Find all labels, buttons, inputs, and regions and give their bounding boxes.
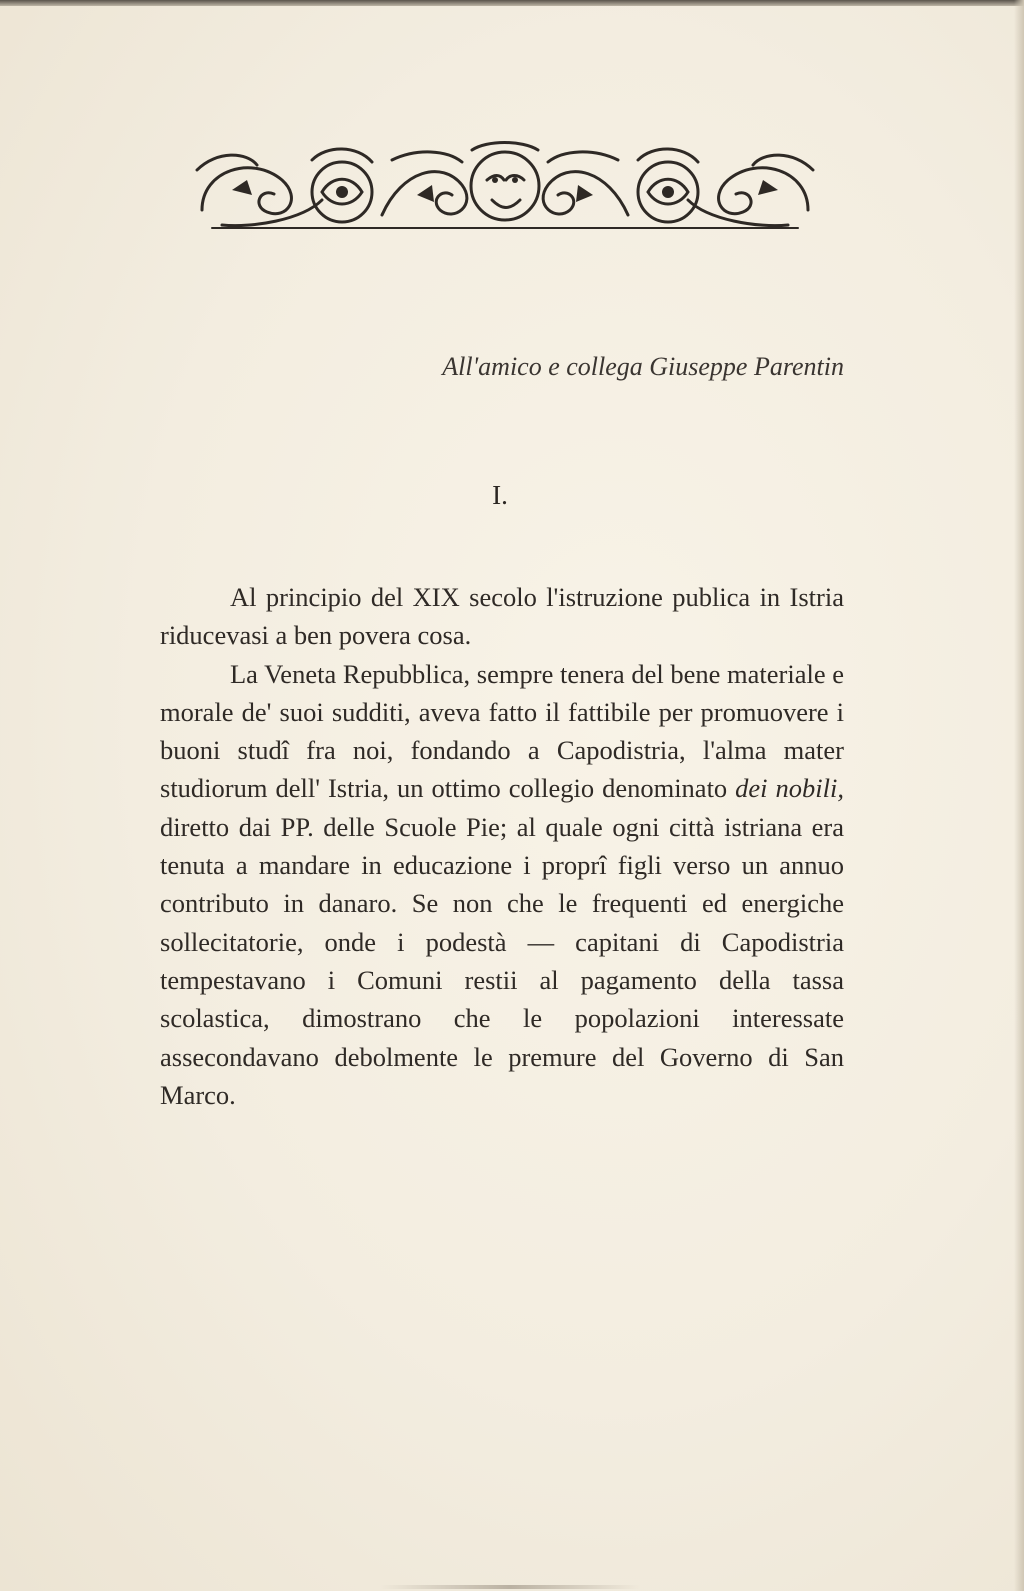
chapter-number: I.: [492, 480, 508, 510]
paragraph-2-text-before: La Veneta Repubblica, sempre tenera del bene materiale e morale de' suoi sudditi, aveva fatto il fattibile per promuovere i buoni studî fra noi, fondando a Capodistria, l'alma mater studiorum dell' Istria, un ottimo collegio denominato: [160, 658, 844, 804]
page-top-edge: [0, 0, 1024, 6]
body-text: [160, 578, 844, 1114]
paragraph-2-text-after: diretto dai PP. delle Scuole Pie; al quale ogni città istriana era tenuta a mandare in educazione i proprî figli verso un annuo contributo in danaro. Se non che le frequenti ed energiche sollecitatorie, onde i podestà — capitani di Capodistria tempestavano i Comuni restii al pagamento della tassa scolastica, dimostrano che le popolazioni interessate assecondavano debolmente le premure del Governo di San Marco.: [160, 811, 844, 1110]
page-right-edge: [1014, 0, 1024, 1591]
paragraph-1: Al principio del XIX secolo l'istruzione publica in Istria riducevasi a ben povera cosa.: [160, 582, 844, 651]
dedication-line: All'amico e collega Giuseppe Parentin: [442, 352, 844, 381]
page-bottom-mark: [380, 1585, 640, 1589]
paragraph-2: [160, 655, 844, 1115]
decorative-headpiece-ornament: [192, 140, 818, 232]
paragraph-2-italic-phrase: dei nobili,: [735, 773, 844, 804]
